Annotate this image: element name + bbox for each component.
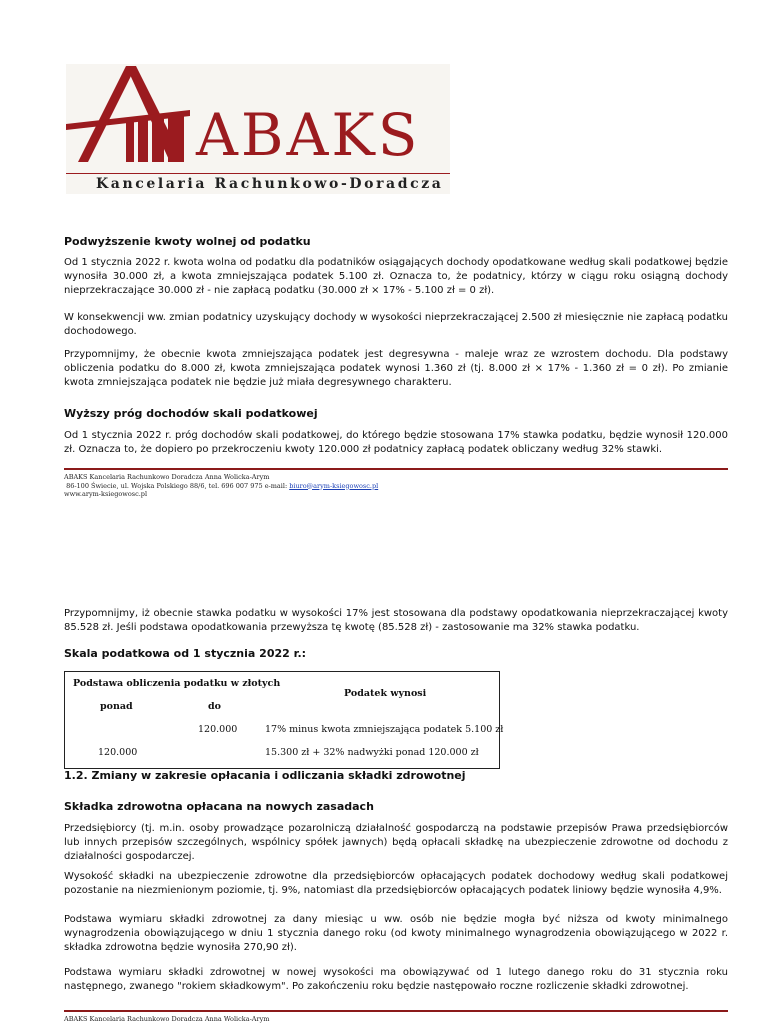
section-heading: Podwyższenie kwoty wolnej od podatku <box>64 235 311 248</box>
table-cell-tax: 17% minus kwota zmniejszająca podatek 5.100 zł <box>265 724 504 735</box>
paragraph: Wysokość składki na ubezpieczenie zdrowotne dla przedsiębiorców opłacających podatek dochodowy według skali podatkowej pozostanie na niezmienionym poziomie, tj. 9%, natomiast dla przedsiębiorców opłacających podatek liniowy będzie wynosiła 4,9%. <box>64 871 728 896</box>
table-heading: Skala podatkowa od 1 stycznia 2022 r.: <box>64 647 307 660</box>
paragraph: Przedsiębiorcy (tj. m.in. osoby prowadzące pozarolniczą działalność gospodarczą na podstawie przepisów Prawa przedsiębiorców lub innych przepisów szczególnych, wspólnicy spółek jawnych) będą opłacali składkę na ubezpieczenie zdrowotne od dochodu z działalności gospodarczej. <box>64 823 728 862</box>
company-logo <box>66 64 450 194</box>
paragraph: Podstawa wymiaru składki zdrowotnej w nowej wysokości ma obowiązywać od 1 lutego danego roku do 31 stycznia roku następnego, zwanego "rokiem składkowym". Po zakończeniu roku będzie następowało roczne rozliczenie składki zdrowotnej. <box>64 967 728 992</box>
table-header-base: Podstawa obliczenia podatku w złotych <box>73 678 281 689</box>
footer-address: 86-100 Świecie, ul. Wojska Polskiego 88/6, tel. 696 007 975 e-mail: biuro@arym-ksiegowosc.pl <box>66 481 379 490</box>
logo-subtitle: Kancelaria Rachunkowo-Doradcza <box>96 176 444 192</box>
paragraph: W konsekwencji ww. zmian podatnicy uzyskujący dochody w wysokości nieprzekraczającej 2.500 zł miesięcznie nie zapłacą podatku dochodowego. <box>64 312 728 337</box>
section-heading: Składka zdrowotna opłacana na nowych zasadach <box>64 800 374 813</box>
paragraph: Przypomnijmy, iż obecnie stawka podatku w wysokości 17% jest stosowana dla podstawy opodatkowania nieprzekraczającej kwoty 85.528 zł. Jeśli podstawa opodatkowania przewyższa tę kwotę (85.528 zł) - zastosowanie ma 32% stawka podatku. <box>64 608 728 633</box>
table-cell-tax: 15.300 zł + 32% nadwyżki ponad 120.000 zł <box>265 747 479 758</box>
paragraph: Od 1 stycznia 2022 r. próg dochodów skali podatkowej, do którego będzie stosowana 17% stawka podatku, będzie wynosił 120.000 zł. Oznacza to, że dopiero po przekroczeniu kwoty 120.000 zł podatnicy zapłacą podatek obliczany według 32% stawki. <box>64 430 728 455</box>
logo-wordmark: ABAKS <box>196 101 421 169</box>
section-heading: 1.2. Zmiany w zakresie opłacania i odliczania składki zdrowotnej <box>64 769 466 782</box>
footer-website: www.arym-ksiegowosc.pl <box>64 490 148 498</box>
section-heading: Wyższy próg dochodów skali podatkowej <box>64 407 318 420</box>
footer-email-link[interactable]: biuro@arym-ksiegowosc.pl <box>289 481 379 490</box>
footer-company: ABAKS Kancelaria Rachunkowo Doradcza Anna Wolicka-Arym <box>64 473 270 481</box>
table-cell-over: 120.000 <box>98 747 138 758</box>
tax-scale-table <box>64 671 504 769</box>
table-header-over: ponad <box>100 701 133 712</box>
paragraph: Od 1 stycznia 2022 r. kwota wolna od podatku dla podatników osiągających dochody opodatkowane według skali podatkowej będzie wynosiła 30.000 zł, a kwota zmniejszająca podatek 5.100 zł. Oznacza to, że podatnicy, którzy w ciągu roku osiągną dochody nieprzekraczające 30.000 zł - nie zapłacą podatku (30.000 zł × 17% - 5.100 zł = 0 zł). <box>64 257 728 296</box>
table-header-tax: Podatek wynosi <box>344 688 427 699</box>
page-footer-company: ABAKS Kancelaria Rachunkowo Doradcza Anna Wolicka-Arym <box>64 1015 270 1023</box>
paragraph: Podstawa wymiaru składki zdrowotnej za dany miesiąc u ww. osób nie będzie mogła być niższa od kwoty minimalnego wynagrodzenia obowiązującego w dniu 1 stycznia danego roku (od kwoty minimalnego wynagrodzenia obowiązującego w 2022 r. składka zdrowotna będzie wynosiła 270,90 zł). <box>64 914 728 953</box>
table-cell-to: 120.000 <box>198 724 238 735</box>
footer-divider <box>64 1010 728 1012</box>
page-footer <box>64 473 378 499</box>
table-header-to: do <box>208 701 221 712</box>
footer-divider <box>64 468 728 470</box>
logo-divider <box>66 173 450 174</box>
paragraph: Przypomnijmy, że obecnie kwota zmniejszająca podatek jest degresywna - maleje wraz ze wzrostem dochodu. Dla podstawy obliczenia podatku do 8.000 zł, kwota zmniejszająca podatek wynosi 1.360 zł (tj. 8.000 zł × 17% - 1.360 zł = 0 zł). Po zmianie kwota zmniejszająca podatek nie będzie już miała degresywnego charakteru. <box>64 349 728 388</box>
